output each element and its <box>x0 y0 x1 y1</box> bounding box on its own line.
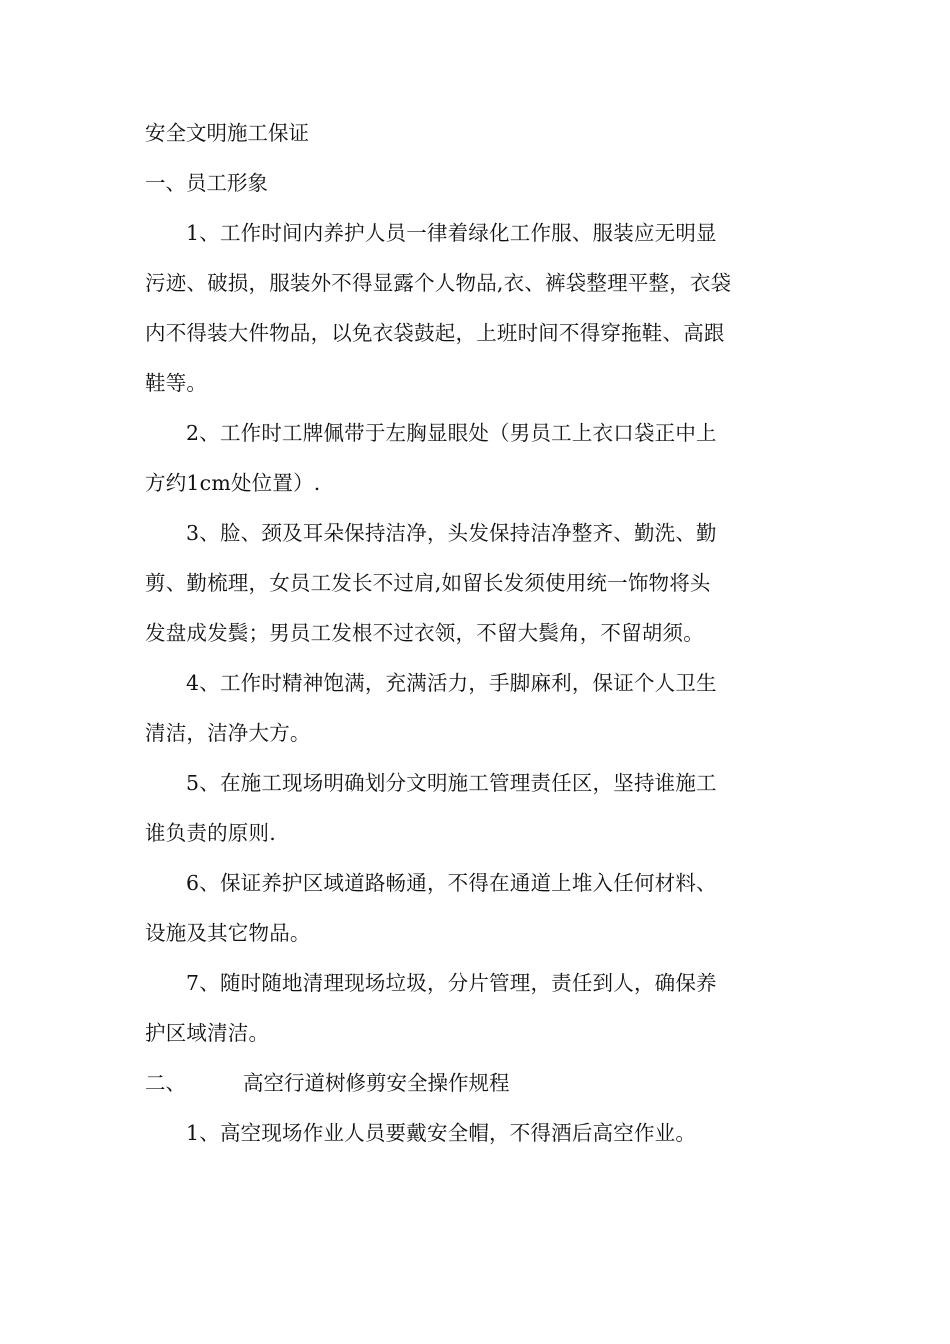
paragraph-line: 内不得装大件物品，以免衣袋鼓起，上班时间不得穿拖鞋、高跟 <box>145 321 725 345</box>
paragraph-line: 1、高空现场作业人员要戴安全帽，不得酒后高空作业。 <box>186 1121 697 1145</box>
document-title: 安全文明施工保证 <box>145 121 309 145</box>
document-body <box>145 108 785 1158</box>
section-2-heading <box>145 1058 785 1108</box>
paragraph-line: 5、在施工现场明确划分文明施工管理责任区，坚持谁施工 <box>186 771 717 795</box>
section-1-paragraph-3 <box>145 508 785 658</box>
paragraph-line: 设施及其它物品。 <box>145 921 311 945</box>
paragraph-line: 6、保证养护区域道路畅通，不得在通道上堆入任何材料、 <box>186 871 717 895</box>
section-1-paragraph-2 <box>145 408 785 508</box>
paragraph-line: 发盘成发鬓；男员工发根不过衣领，不留大鬓角，不留胡须。 <box>145 621 704 645</box>
paragraph-line: 剪、勤梳理，女员工发长不过肩,如留长发须使用统一饰物将头 <box>145 571 711 595</box>
paragraph-line: 清洁，洁净大方。 <box>145 721 311 745</box>
paragraph-line: 4、工作时精神饱满，充满活力，手脚麻利，保证个人卫生 <box>186 671 717 695</box>
section-1-paragraph-1 <box>145 208 785 408</box>
section-2-paragraph-1 <box>145 1108 785 1158</box>
paragraph-line: 鞋等。 <box>145 371 208 395</box>
section-1-paragraph-5 <box>145 758 785 858</box>
section-1-heading: 一、员工形象 <box>145 171 268 195</box>
section-1-paragraph-7 <box>145 958 785 1058</box>
paragraph-line: 3、脸、颈及耳朵保持洁净，头发保持洁净整齐、勤洗、勤 <box>186 521 717 545</box>
section-1-paragraph-6 <box>145 858 785 958</box>
section-1-paragraph-4 <box>145 658 785 758</box>
section-2-number: 二、 <box>145 1071 186 1095</box>
paragraph-line: 污迹、破损，服装外不得显露个人物品,衣、裤袋整理平整，衣袋 <box>145 271 732 295</box>
paragraph-line: 护区域清洁。 <box>145 1021 270 1045</box>
paragraph-line: 7、随时随地清理现场垃圾，分片管理，责任到人，确保养 <box>186 971 717 995</box>
paragraph-line: 谁负责的原则. <box>145 821 276 845</box>
paragraph-line: 方约1cm处位置）. <box>145 471 321 495</box>
paragraph-line: 1、工作时间内养护人员一律着绿化工作服、服装应无明显 <box>186 221 717 245</box>
paragraph-line: 2、工作时工牌佩带于左胸显眼处（男员工上衣口袋正中上 <box>186 421 717 445</box>
section-2-title: 高空行道树修剪安全操作规程 <box>243 1071 510 1095</box>
